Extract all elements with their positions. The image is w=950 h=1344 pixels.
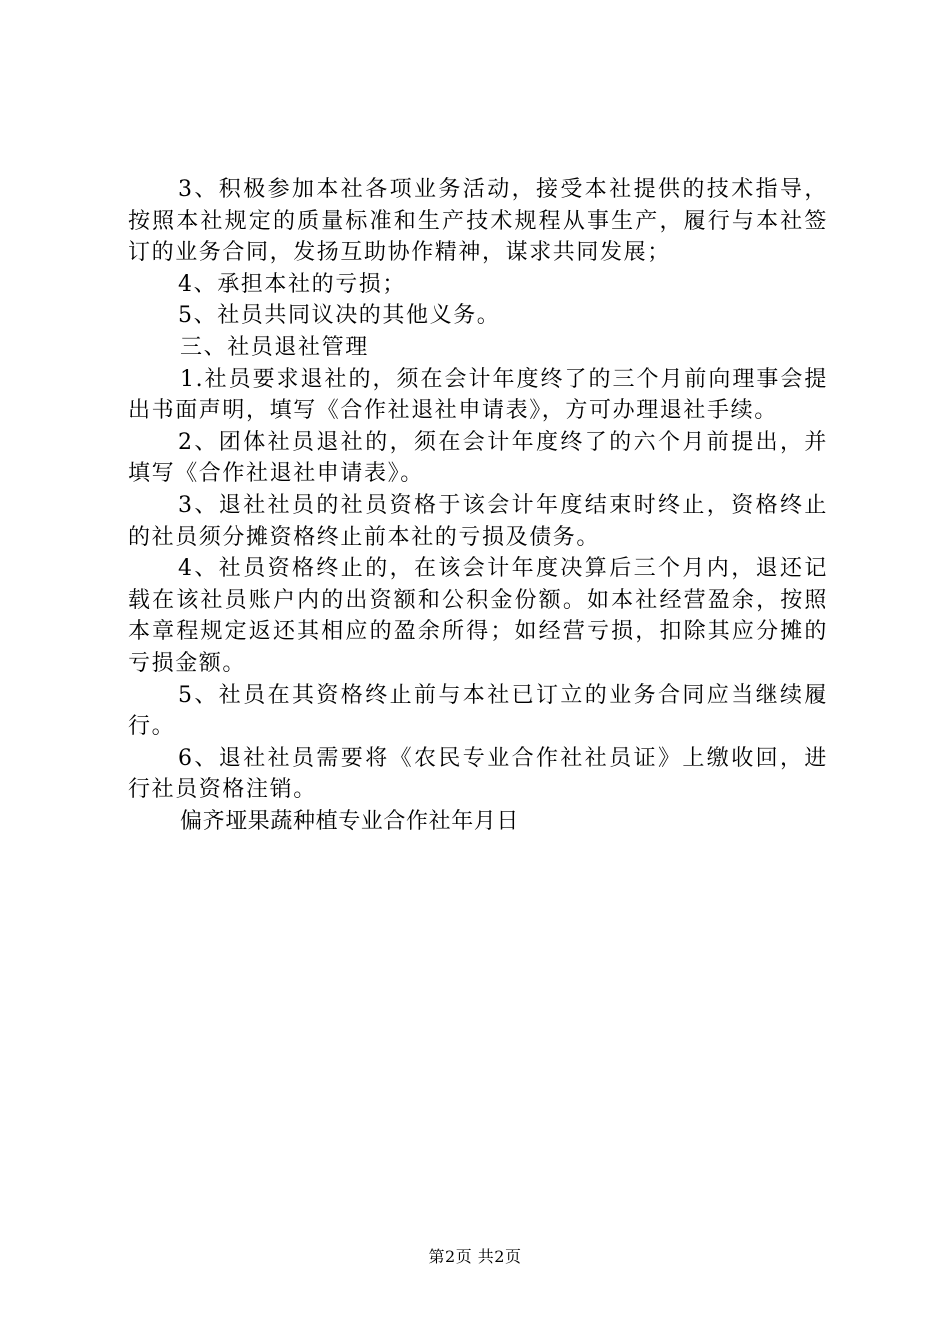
page-footer bbox=[0, 1244, 950, 1267]
section-heading-withdrawal: 三、社员退社管理 bbox=[180, 334, 369, 360]
obligation-item-5: 5、社员共同议决的其他义务。 bbox=[178, 303, 501, 329]
obligation-item-4: 4、承担本社的亏损； bbox=[178, 271, 406, 297]
page-number-label: 第2页 共2页 bbox=[428, 1247, 522, 1266]
withdrawal-item-6: 6、退社社员需要将《农民专业合作社社员证》上缴收回，进行社员资格注销。 bbox=[128, 745, 828, 803]
withdrawal-item-1: 1.社员要求退社的，须在会计年度终了的三个月前向理事会提出书面声明，填写《合作社退社申请表》，方可办理退社手续。 bbox=[128, 366, 828, 424]
withdrawal-item-3: 3、退社社员的社员资格于该会计年度结束时终止，资格终止的社员须分摊资格终止前本社的亏损及债务。 bbox=[128, 492, 828, 550]
withdrawal-item-2: 2、团体社员退社的，须在会计年度终了的六个月前提出，并填写《合作社退社申请表》。 bbox=[128, 429, 828, 487]
withdrawal-item-4: 4、社员资格终止的，在该会计年度决算后三个月内，退还记载在该社员账户内的出资额和公积金份额。如本社经营盈余，按照本章程规定返还其相应的盈余所得；如经营亏损，扣除其应分摊的亏损金额。 bbox=[128, 556, 828, 676]
document-body bbox=[128, 174, 828, 837]
withdrawal-item-5: 5、社员在其资格终止前与本社已订立的业务合同应当继续履行。 bbox=[128, 682, 828, 740]
obligation-item-3: 3、积极参加本社各项业务活动，接受本社提供的技术指导，按照本社规定的质量标准和生产技术规程从事生产，履行与本社签订的业务合同，发扬互助协作精神，谋求共同发展； bbox=[128, 177, 828, 266]
signature-line: 偏齐垭果蔬种植专业合作社年月日 bbox=[180, 808, 520, 834]
